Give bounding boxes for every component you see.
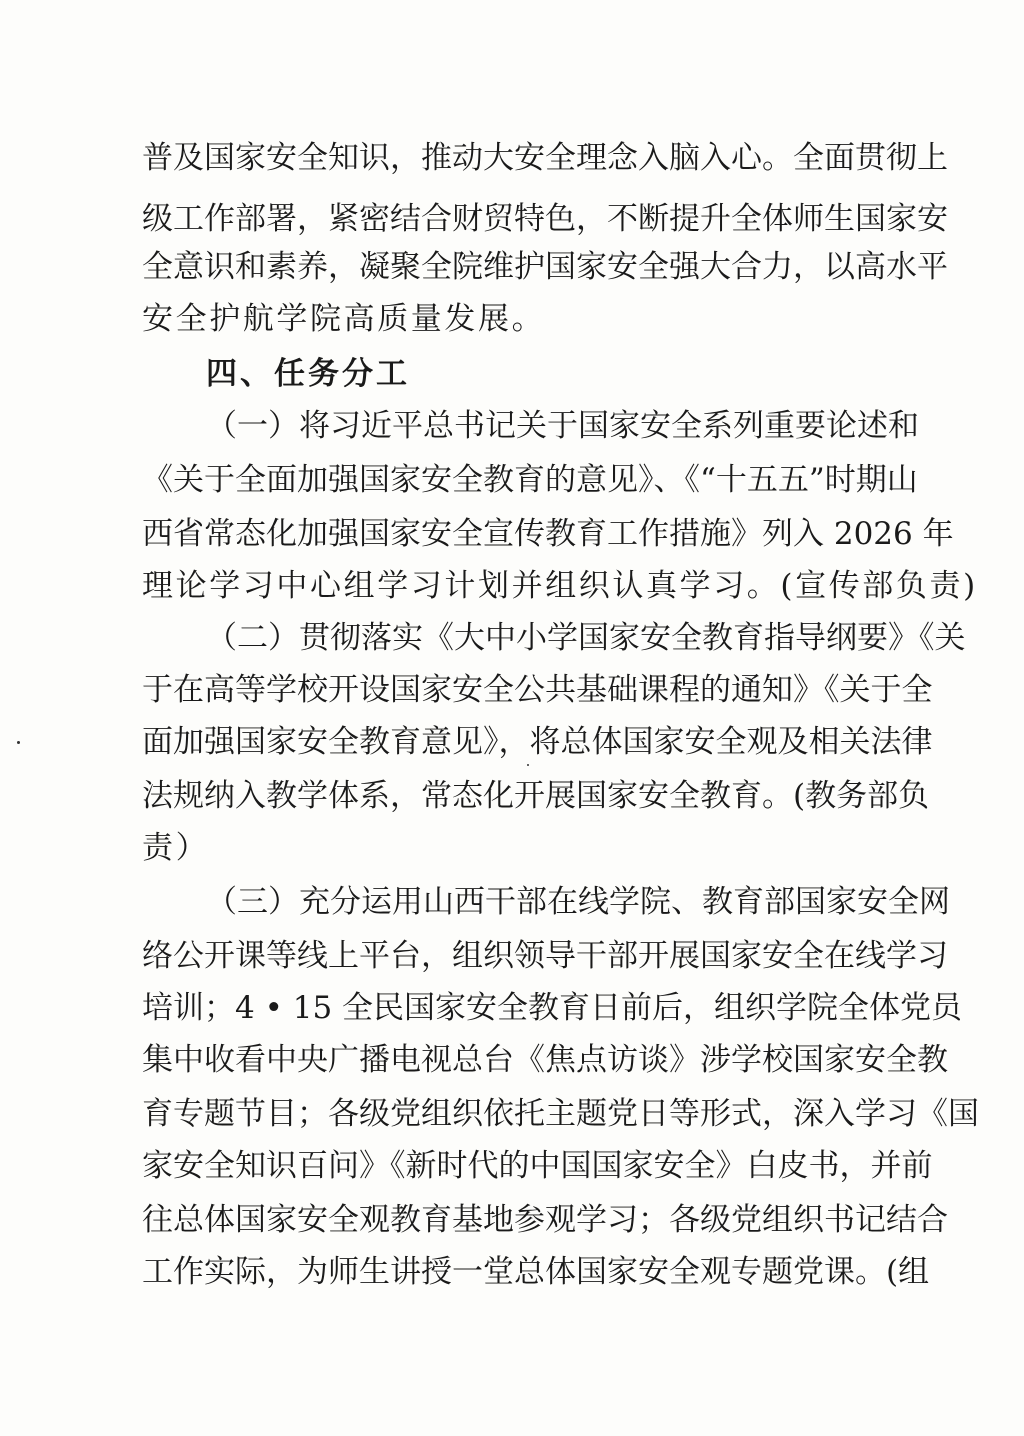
item-2-line: 责） — [142, 830, 210, 866]
item-2-line: （二）贯彻落实《大中小学国家安全教育指导纲要》《关 — [206, 620, 966, 656]
item-3-line: 培训；4 • 15 全民国家安全教育日前后，组织学院全体党员 — [142, 990, 963, 1026]
item-3-line: 往总体国家安全观教育基地参观学习；各级党组织书记结合 — [142, 1202, 948, 1238]
item-1-line: 西省常态化加强国家安全宣传教育工作措施》列入 2026 年 — [142, 516, 954, 552]
item-3-line: 工作实际，为师生讲授一堂总体国家安全观专题党课。(组 — [142, 1254, 930, 1290]
item-1-line: 《关于全面加强国家安全教育的意见》、《“十五五”时期山 — [142, 462, 918, 498]
item-2-line: 法规纳入教学体系，常态化开展国家安全教育。(教务部负 — [142, 778, 930, 814]
item-2-line: 面加强国家安全教育意见》，将总体国家安全观及相关法律 — [142, 724, 933, 760]
scan-speck — [527, 764, 529, 766]
intro-line: 普及国家安全知识，推动大安全理念入脑入心。全面贯彻上 — [142, 140, 948, 176]
item-3-line: 络公开课等线上平台，组织领导干部开展国家安全在线学习 — [142, 938, 948, 974]
scan-speck — [17, 741, 20, 744]
item-3-line: 集中收看中央广播电视总台《焦点访谈》涉学校国家安全教 — [142, 1042, 948, 1078]
item-2-line: 于在高等学校开设国家安全公共基础课程的通知》《关于全 — [142, 672, 933, 708]
item-3-line: 育专题节目；各级党组织依托主题党日等形式，深入学习《国 — [142, 1096, 979, 1132]
item-1-line: （一）将习近平总书记关于国家安全系列重要论述和 — [206, 408, 919, 444]
intro-line: 级工作部署，紧密结合财贸特色，不断提升全体师生国家安 — [142, 201, 948, 237]
intro-line: 全意识和素养，凝聚全院维护国家安全强大合力，以高水平 — [142, 249, 948, 285]
item-3-line: 家安全知识百问》《新时代的中国国家安全》白皮书，并前 — [142, 1148, 933, 1184]
item-1-line: 理论学习中心组学习计划并组织认真学习。(宣传部负责) — [142, 568, 978, 604]
section-heading: 四、任务分工 — [206, 356, 410, 392]
item-3-line: （三）充分运用山西干部在线学院、教育部国家安全网 — [206, 884, 950, 920]
intro-line: 安全护航学院高质量发展。 — [142, 301, 546, 337]
